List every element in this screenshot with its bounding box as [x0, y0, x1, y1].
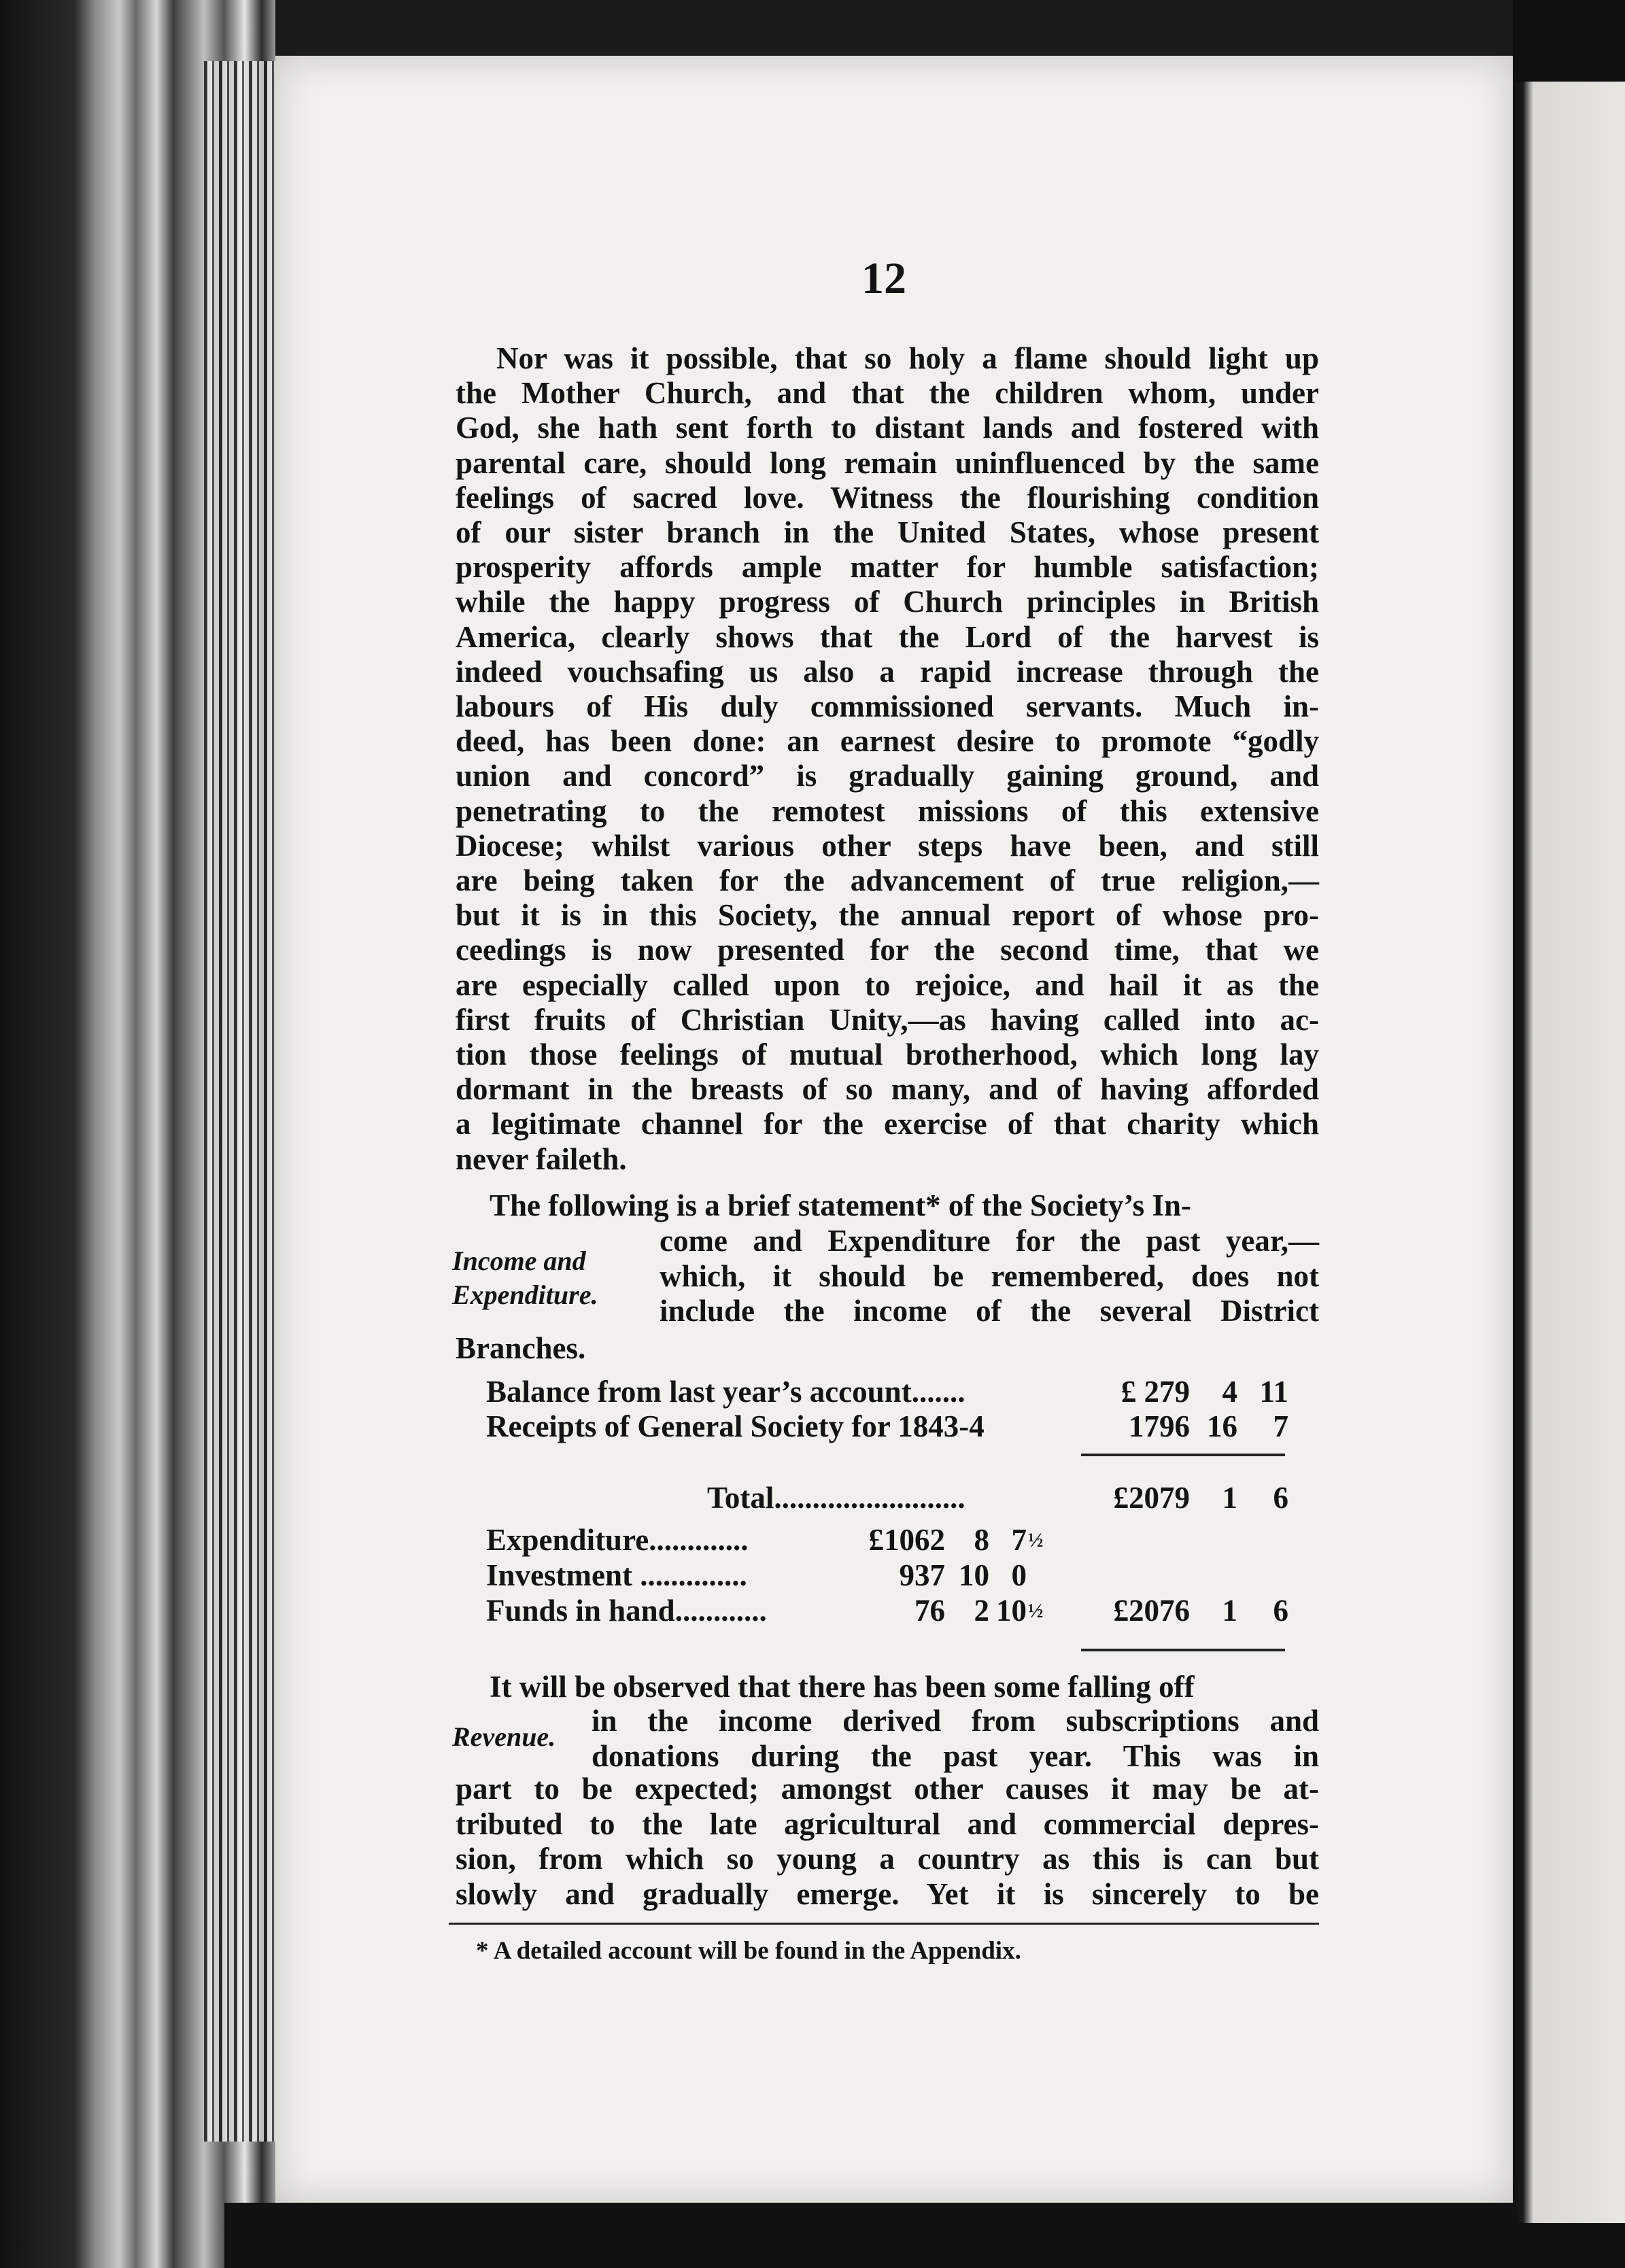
text-line: parental care, should long remain uninfluenced by the same: [456, 445, 1319, 480]
margin-note-expenditure: Expenditure.: [452, 1279, 598, 1310]
ledger-pence: 6: [1273, 1481, 1288, 1515]
ledger-label: Balance from last year’s account.......: [486, 1375, 965, 1409]
ledger-pounds: 937: [899, 1558, 945, 1592]
paragraph-2-lead: The following is a brief statement* of the Society’s In-: [490, 1188, 1191, 1222]
text-line: donations during the past year. This was in: [592, 1738, 1319, 1773]
paragraph-2-tail: Branches.: [456, 1331, 586, 1365]
ledger-pence: 10: [996, 1594, 1027, 1628]
ledger-rule: [1081, 1649, 1285, 1651]
text-line: are especially called upon to rejoice, and hail it as the: [456, 967, 1319, 1002]
text-line: ceedings is now presented for the second time, that we: [456, 933, 1319, 967]
text-line: sion, from which so young a country as this is can but: [456, 1842, 1319, 1876]
text-line: America, clearly shows that the Lord of the harvest is: [456, 619, 1319, 654]
text-line: Nor was it possible, that so holy a flame should light up: [496, 341, 1319, 375]
footnote-rule: [449, 1923, 1319, 1925]
paragraph-3-lead: It will be observed that there has been some falling off: [490, 1670, 1195, 1704]
text-line: tributed to the late agricultural and commercial depres-: [456, 1806, 1319, 1841]
ledger-pounds: 76: [914, 1594, 945, 1628]
ledger-pence: 7: [1011, 1523, 1027, 1557]
ledger-fraction: ½: [1028, 1600, 1044, 1622]
ledger-shillings: 8: [974, 1523, 989, 1557]
ledger-shillings: 4: [1222, 1375, 1237, 1409]
text-line: Diocese; whilst various other steps have been, and still: [456, 828, 1319, 863]
text-line: while the happy progress of Church principles in British: [456, 585, 1319, 619]
text-line: of our sister branch in the United States, whose present: [456, 515, 1319, 550]
text-line: a legitimate channel for the exercise of that charity which: [456, 1107, 1319, 1141]
ledger-sum-shillings: 1: [1222, 1594, 1237, 1628]
margin-note-revenue: Revenue.: [452, 1721, 556, 1752]
ledger-rule: [1081, 1454, 1285, 1456]
text-line: which, it should be remembered, does not: [660, 1258, 1319, 1293]
text-line: prosperity affords ample matter for humble satisfaction;: [456, 550, 1319, 585]
text-line: never faileth.: [456, 1141, 627, 1176]
ledger-pence: 0: [1011, 1558, 1027, 1592]
ledger-shillings: 2: [974, 1594, 989, 1628]
text-line: slowly and gradually emerge. Yet it is sincerely to be: [456, 1876, 1319, 1911]
ledger-label: Receipts of General Society for 1843-4: [486, 1409, 985, 1443]
paragraph-3-rest: [456, 1772, 1319, 1912]
ledger-label: Investment ..............: [486, 1558, 747, 1592]
footnote: * A detailed account will be found in the Appendix.: [476, 1937, 1021, 1965]
ledger-pounds: £ 279: [1121, 1375, 1190, 1409]
facing-page-edge: [1509, 82, 1625, 2223]
ledger-pence: 7: [1273, 1409, 1288, 1443]
ledger-shillings: 1: [1222, 1481, 1237, 1515]
text-line: labours of His duly commissioned servants. Much in-: [456, 689, 1319, 724]
scan-background-bottom: [224, 2203, 1516, 2268]
paragraph-3-side: [592, 1704, 1319, 1774]
ledger-shillings: 10: [959, 1558, 989, 1592]
text-line: in the income derived from subscriptions and: [592, 1704, 1319, 1738]
text-line: first fruits of Christian Unity,—as having called into ac-: [456, 1002, 1319, 1037]
page-edges: [204, 61, 275, 2142]
text-line: penetrating to the remotest missions of this extensive: [456, 793, 1319, 828]
text-line: dormant in the breasts of so many, and of having afforded: [456, 1072, 1319, 1107]
ledger-sum-pence: 6: [1273, 1594, 1288, 1628]
text-line: God, she hath sent forth to distant lands and fostered with: [456, 411, 1319, 445]
text-line: union and concord” is gradually gaining ground, and: [456, 759, 1319, 793]
ledger-sum-pounds: £2076: [1113, 1594, 1190, 1628]
text-line: deed, has been done: an earnest desire to promote “godly: [456, 724, 1319, 759]
text-line: the Mother Church, and that the children whom, under: [456, 376, 1319, 411]
text-line: include the income of the several District: [660, 1294, 1319, 1328]
ledger-pence: 11: [1259, 1375, 1288, 1409]
ledger-pounds: £1062: [868, 1523, 945, 1557]
paragraph-2-side: [660, 1224, 1319, 1329]
text-line: part to be expected; amongst other causes it may be at-: [456, 1772, 1319, 1806]
ledger-label: Funds in hand............: [486, 1594, 767, 1628]
text-line: feelings of sacred love. Witness the flourishing condition: [456, 480, 1319, 515]
paragraph-1: [456, 341, 1319, 1177]
ledger-pounds: 1796: [1129, 1409, 1190, 1443]
text-line: but it is in this Society, the annual report of whose pro-: [456, 898, 1319, 933]
text-line: come and Expenditure for the past year,—: [660, 1224, 1319, 1258]
text-line: are being taken for the advancement of true religion,—: [456, 863, 1319, 898]
ledger-label: Total.........................: [707, 1481, 965, 1515]
text-line: tion those feelings of mutual brotherhood, which long lay: [456, 1037, 1319, 1072]
ledger-shillings: 16: [1207, 1409, 1237, 1443]
margin-note-income: Income and: [452, 1245, 586, 1276]
text-line: indeed vouchsafing us also a rapid increase through the: [456, 654, 1319, 689]
ledger-label: Expenditure.............: [486, 1523, 749, 1557]
ledger-pounds: £2079: [1113, 1481, 1190, 1515]
ledger-fraction: ½: [1028, 1529, 1044, 1551]
page-number: 12: [861, 254, 906, 303]
